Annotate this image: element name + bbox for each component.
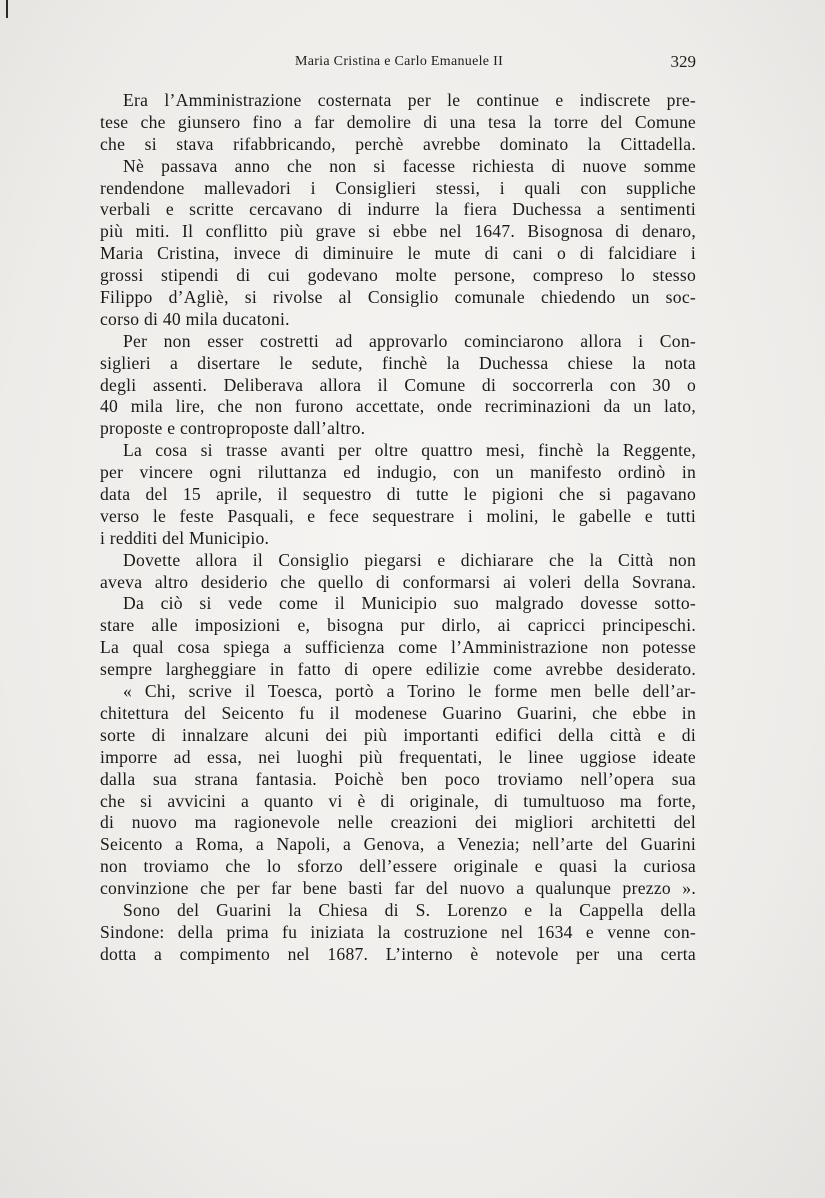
text-line: verbali e scritte cercavano di indurre la fiera Duchessa a sentimenti <box>100 199 696 220</box>
text-line: proposte e controproposte dall’altro. <box>100 418 366 439</box>
text-line: dalla sua strana fantasia. Poichè ben poco troviamo nell’opera sua <box>100 768 696 789</box>
text-line: aveva altro desiderio che quello di conformarsi ai voleri della Sovrana. <box>100 571 696 592</box>
text-line: per vincere ogni riluttanza ed indugio, con un manifesto ordinò in <box>100 462 696 483</box>
text-line: « Chi, scrive il Toesca, portò a Torino le forme men belle dell’ar- <box>123 681 696 702</box>
text-line: Da ciò si vede come il Municipio suo malgrado dovesse sotto- <box>123 593 696 614</box>
text-line: che si avvicini a quanto vi è di originale, di tumultuoso ma forte, <box>100 790 696 811</box>
running-title: Maria Cristina e Carlo Emanuele II <box>294 54 504 69</box>
text-line: Era l’Amministrazione costernata per le continue e indiscrete pre- <box>123 90 696 110</box>
text-line: La qual cosa spiega a sufficienza come l’Amministrazione non potesse <box>100 637 696 658</box>
text-line: Per non esser costretti ad approvarlo cominciarono allora i Con- <box>123 330 696 351</box>
text-line: di nuovo ma ragionevole nelle creazioni dei migliori architetti del <box>100 812 696 833</box>
text-line: imporre ad essa, nei luoghi più frequentati, le linee uggiose ideate <box>100 746 696 767</box>
text-line: sempre largheggiare in fatto di opere edilizie come avrebbe desiderato. <box>100 659 696 680</box>
page-number: 329 <box>670 52 696 71</box>
text-line: Seicento a Roma, a Napoli, a Genova, a Venezia; nell’arte del Guarini <box>100 834 696 855</box>
text-line: degli assenti. Deliberava allora il Comune di soccorrerla con 30 o <box>100 374 696 395</box>
text-line: chitettura del Seicento fu il modenese Guarino Guarini, che ebbe in <box>100 702 696 723</box>
text-line: data del 15 aprile, il sequestro di tutte le pigioni che si pagavano <box>100 484 696 505</box>
text-line: sorte di innalzare alcuni dei più importanti edifici della città e di <box>100 724 696 745</box>
body-text <box>100 90 696 966</box>
text-line: 40 mila lire, che non furono accettate, onde recriminazioni da un lato, <box>100 396 696 417</box>
text-line: corso di 40 mila ducatoni. <box>100 308 290 329</box>
text-line: tese che giunsero fino a far demolire di una tesa la torre del Comune <box>100 111 696 132</box>
text-line: Filippo d’Agliè, si rivolse al Consiglio comunale chiedendo un soc- <box>100 287 696 308</box>
text-line: Sindone: della prima fu iniziata la costruzione nel 1634 e venne con- <box>100 921 696 942</box>
text-line: Nè passava anno che non si facesse richiesta di nuove somme <box>123 155 696 176</box>
text-line: Dovette allora il Consiglio piegarsi e dichiarare che la Città non <box>123 549 696 570</box>
text-line: dotta a compimento nel 1687. L’interno è notevole per una certa <box>100 943 696 964</box>
text-line: Maria Cristina, invece di diminuire le mute di cani o di falcidiare i <box>100 243 696 264</box>
page-header <box>100 52 698 74</box>
text-line: convinzione che per far bene basti far del nuovo a qualunque prezzo ». <box>100 878 696 899</box>
text-line: grossi stipendi di cui godevano molte persone, compreso lo stesso <box>100 265 696 286</box>
scan-edge-mark <box>6 0 8 18</box>
text-line: più miti. Il conflitto più grave si ebbe nel 1647. Bisognosa di denaro, <box>100 221 696 242</box>
text-line: siglieri a disertare le sedute, finchè la Duchessa chiese la nota <box>100 352 696 373</box>
text-line: rendendone mallevadori i Consiglieri stessi, i quali con suppliche <box>100 177 696 198</box>
text-line: verso le feste Pasquali, e fece sequestrare i molini, le gabelle e tutti <box>100 505 696 526</box>
text-line: Sono del Guarini la Chiesa di S. Lorenzo e la Cappella della <box>123 899 696 920</box>
text-line: non troviamo che lo sforzo dell’essere originale e quasi la curiosa <box>100 856 696 877</box>
text-line: stare alle imposizioni e, bisogna pur dirlo, ai capricci principeschi. <box>100 615 696 636</box>
text-line: La cosa si trasse avanti per oltre quattro mesi, finchè la Reggente, <box>123 440 696 461</box>
text-line: i redditi del Municipio. <box>100 527 270 548</box>
text-line: che si stava rifabbricando, perchè avrebbe dominato la Cittadella. <box>100 133 696 154</box>
